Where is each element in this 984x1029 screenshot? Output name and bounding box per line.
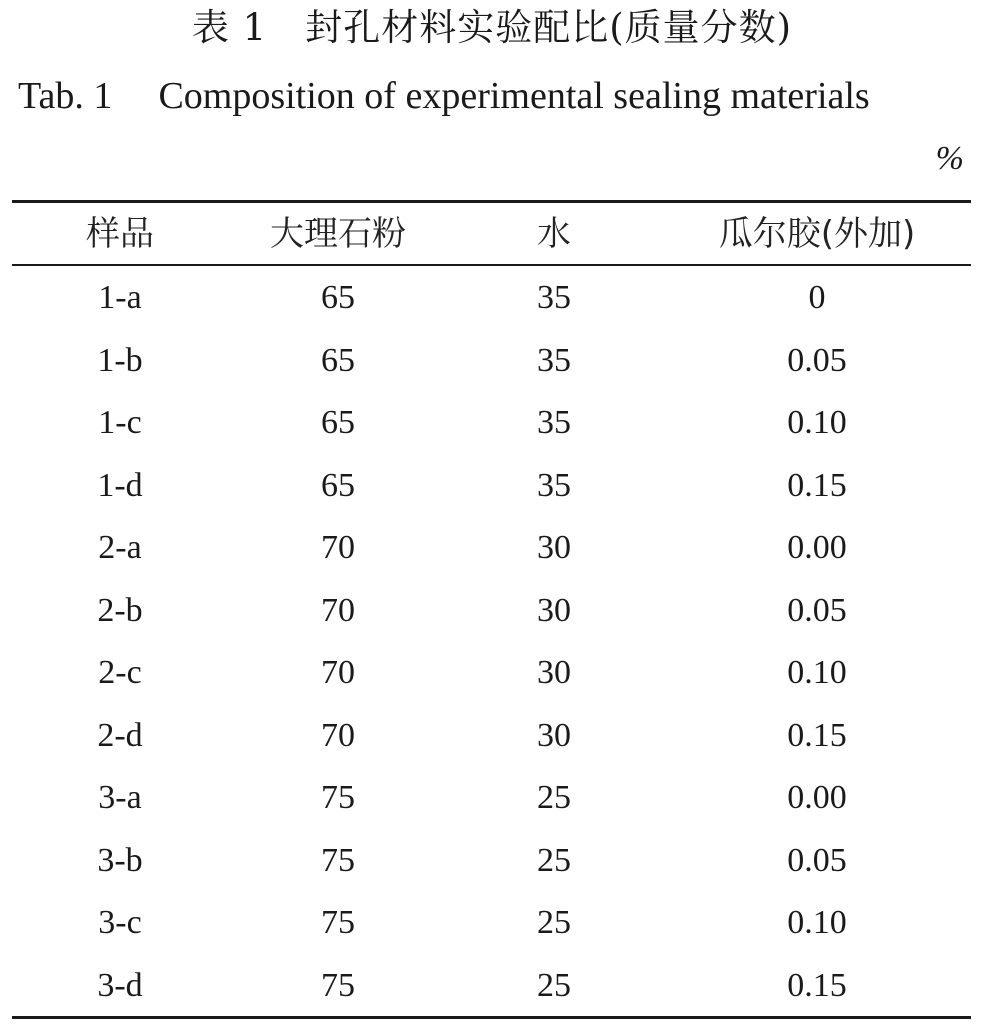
header-sample: 样品	[86, 214, 154, 254]
cell-guar-gum: 0.05	[787, 841, 847, 879]
table-row	[12, 330, 971, 392]
cell-sample: 3-d	[97, 966, 143, 1004]
cell-marble-powder: 70	[321, 529, 355, 566]
cell-guar-gum: 0.00	[787, 779, 847, 816]
cell-sample: 1-d	[97, 466, 143, 504]
table-row	[12, 517, 971, 579]
cell-guar-gum: 0.10	[787, 654, 847, 691]
cell-marble-powder: 75	[321, 904, 355, 941]
cell-sample: 2-a	[98, 529, 142, 566]
table-row	[12, 892, 971, 954]
table-row	[12, 830, 971, 892]
table-row	[12, 267, 971, 329]
table-row	[12, 955, 971, 1017]
unit-label: %	[935, 140, 964, 177]
cell-water: 30	[537, 529, 571, 566]
cell-guar-gum: 0.10	[787, 404, 847, 441]
cell-water: 30	[537, 716, 571, 754]
cell-water: 25	[537, 779, 571, 816]
cell-water: 35	[537, 279, 571, 316]
cell-marble-powder: 65	[321, 404, 355, 441]
cell-water: 35	[537, 341, 571, 379]
cell-water: 25	[537, 841, 571, 879]
cell-water: 35	[537, 404, 571, 441]
cell-guar-gum: 0.00	[787, 529, 847, 566]
cell-sample: 1-b	[97, 341, 143, 379]
cell-sample: 3-a	[98, 779, 142, 816]
cell-sample: 1-c	[98, 404, 142, 441]
cell-guar-gum: 0	[808, 279, 826, 316]
cell-sample: 2-c	[98, 654, 142, 691]
cell-water: 25	[537, 904, 571, 941]
cell-guar-gum: 0.05	[787, 591, 847, 629]
cell-guar-gum: 0.05	[787, 341, 847, 379]
cell-water: 30	[537, 654, 571, 691]
table-title-cn: 表 1 封孔材料实验配比(质量分数)	[191, 6, 793, 49]
table-row	[12, 642, 971, 704]
cell-water: 30	[537, 591, 571, 629]
cell-marble-powder: 75	[321, 841, 355, 879]
header-water: 水	[537, 214, 571, 254]
cell-marble-powder: 70	[321, 716, 355, 754]
cell-sample: 3-c	[98, 904, 142, 941]
cell-guar-gum: 0.15	[787, 466, 847, 504]
cell-marble-powder: 75	[321, 966, 355, 1004]
cell-marble-powder: 65	[321, 279, 355, 316]
table-title-en	[18, 70, 968, 122]
table-caption: Composition of experimental sealing materials	[158, 75, 870, 117]
cell-marble-powder: 65	[321, 466, 355, 504]
cell-sample: 3-b	[97, 841, 143, 879]
cell-marble-powder: 65	[321, 341, 355, 379]
cell-water: 35	[537, 466, 571, 504]
cell-marble-powder: 75	[321, 779, 355, 816]
cell-guar-gum: 0.15	[787, 966, 847, 1004]
table-row	[12, 767, 971, 829]
table-row	[12, 392, 971, 454]
table-row	[12, 705, 971, 767]
table-header-row	[12, 203, 971, 265]
cell-sample: 2-d	[97, 716, 143, 754]
cell-sample: 2-b	[97, 591, 143, 629]
cell-sample: 1-a	[98, 279, 142, 316]
header-guar-gum: 瓜尔胶(外加)	[718, 214, 916, 254]
cell-water: 25	[537, 966, 571, 1004]
cell-marble-powder: 70	[321, 654, 355, 691]
table-row	[12, 580, 971, 642]
header-marble-powder: 大理石粉	[270, 214, 406, 254]
cell-guar-gum: 0.15	[787, 716, 847, 754]
table-row	[12, 455, 971, 517]
cell-marble-powder: 70	[321, 591, 355, 629]
table-label: Tab. 1	[18, 75, 113, 117]
cell-guar-gum: 0.10	[787, 904, 847, 941]
